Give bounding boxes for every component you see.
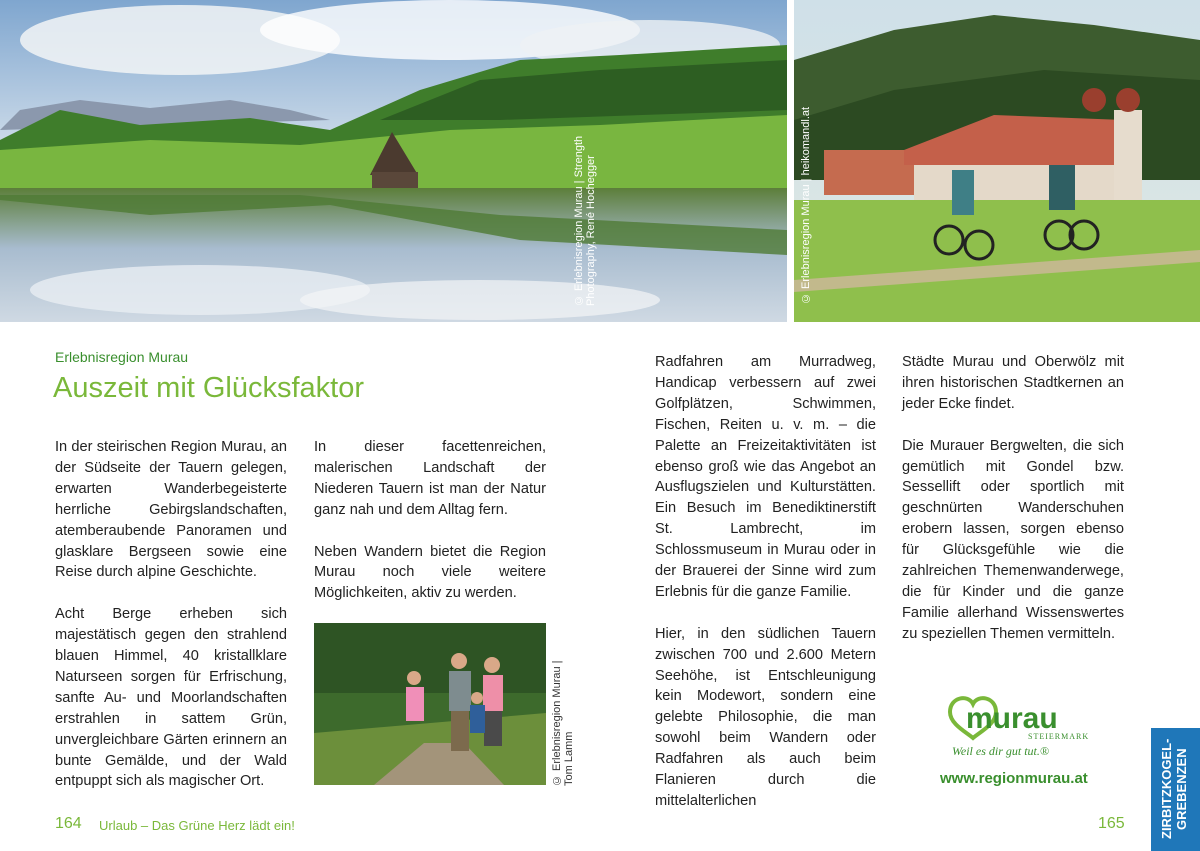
paragraph: Die Murauer Bergwelten, die sich gemütlich mit Gondel bzw. Sessellift oder sportlich mit geschnürten Wanderschuhen erobern lassen, sorgen ebenso für Glücksgefühle wie die zahlreichen Themenwanderwege, die für Kinder und die ganze Familie allerhand Wissenswertes zu speziellen Themen vermitteln. [902,437,1124,642]
lake-photo-credit: © Erlebnisregion Murau | Strength Photography, René Hochegger [573,135,597,306]
text-column-4 [902,352,1124,666]
page-number-right: 165 [1098,815,1125,832]
footer-tagline: Urlaub – Das Grüne Herz lädt ein! [99,818,295,833]
family-photo-credit: © Erlebnisregion Murau | Tom Lamm [551,660,575,786]
paragraph: Neben Wandern bietet die Region Murau noch viele weitere Möglichkeiten, aktiv zu werden. [314,543,546,602]
article-title: Auszeit mit Glücksfaktor [53,372,365,404]
text-column-1 [55,437,287,813]
cyclists-photo-credit: © Erlebnisregion Murau | heikomandl.at [800,106,812,304]
logo-slogan: Weil es dir gut tut.® [952,744,1050,758]
page-number-left: 164 [55,815,82,832]
text-column-3 [655,352,876,833]
paragraph: In der steirischen Region Murau, an der Südseite der Tauern gelegen, erwarten Wanderbegeisterte herrliche Gebirgslandschaften, atemberaubende Panoramen und glasklare Bergseen sowie eine Reise durch alpine Geschichte. [55,439,287,581]
side-tab-label: ZIRBITZKOGEL-GREBENZEN [1159,738,1189,840]
paragraph: Hier, in den südlichen Tauern zwischen 700 und 2.600 Metern Seehöhe, ist Entschleunigung kein Modewort, sondern eine gelebte Philosophie, die man sowohl beim Wandern oder Radfahren als auch beim Flanieren durch die mittelalterlichen [655,625,876,810]
lake-photo [0,0,787,322]
text-column-2 [314,437,546,625]
murau-logo [940,692,1090,762]
region-side-tab [1151,728,1200,851]
article-kicker: Erlebnisregion Murau [55,349,189,365]
paragraph: In dieser facettenreichen, malerischen Landschaft der Niederen Tauern ist man der Natur ganz nah und dem Alltag fern. [314,439,546,518]
website-link[interactable]: www.regionmurau.at [940,770,1088,787]
paragraph: Städte Murau und Oberwölz mit ihren historischen Stadtkernen an jeder Ecke findet. [902,354,1124,412]
paragraph: Acht Berge erheben sich majestätisch gegen den strahlend blauen Himmel, 40 kristallklare Naturseen sorgen für Erfrischung, sanfte Au- und Moorlandschaften erstrahlen in sattem Grün, unvergleichbare Gärten erinnern an bunte Gemälde, und der Wald entpuppt sich als magischer Ort. [55,606,287,790]
logo-region: STEIERMARK [1028,732,1090,741]
family-hiking-photo [314,623,546,785]
logo-name: murau [966,702,1058,735]
paragraph: Radfahren am Murradweg, Handicap verbessern auf zwei Golfplätzen, Schwimmen, Fischen, Reiten u. v. m. – die Palette an Freizeitaktivitäten ist ebenso groß wie das Angebot an Ausflugszielen und Kulturstätten. Ein Besuch im Benediktinerstift St. Lambrecht, im Schlossmuseum in Murau oder in der Brauerei der Sinne wird zum Erlebnis für die ganze Familie. [655,354,876,600]
cyclists-photo [794,0,1200,322]
